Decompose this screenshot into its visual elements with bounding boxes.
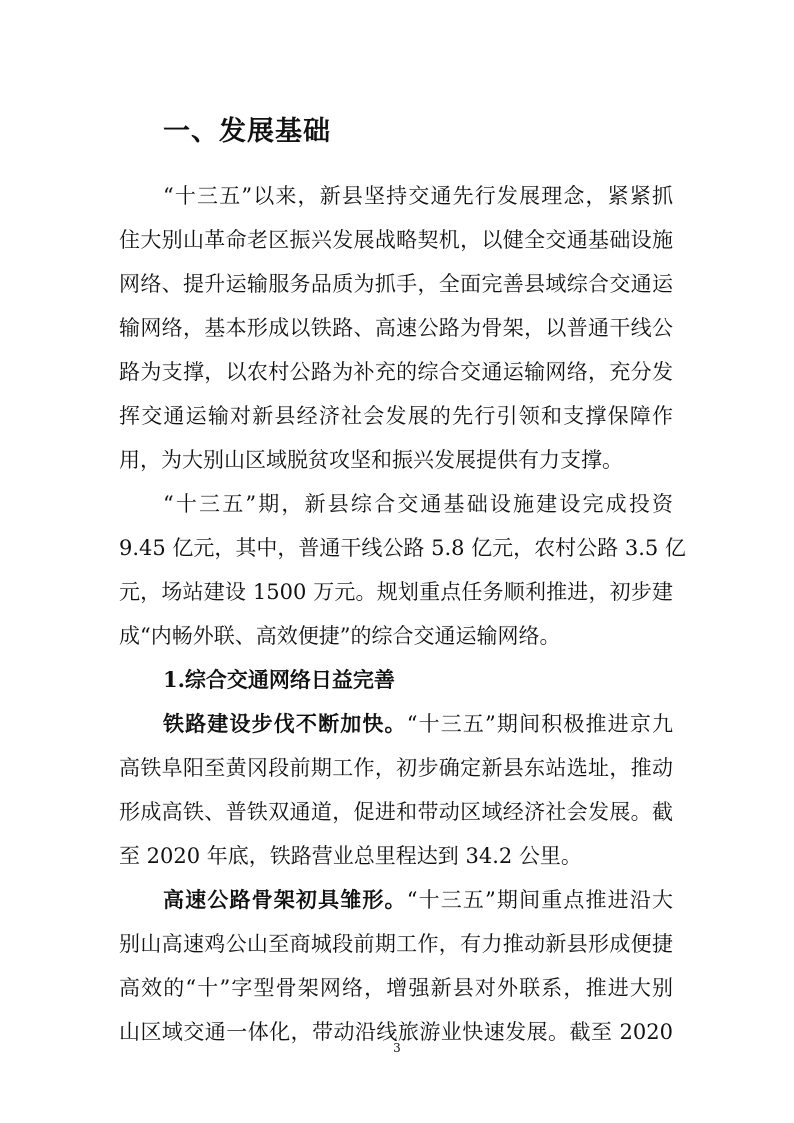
paragraph-line: 路为支撑，以农村公路为补充的综合交通运输网络，充分发: [119, 360, 673, 384]
railway-lead: 铁路建设步伐不断加快。: [163, 711, 407, 736]
paragraph-line: “十三五”期，新县综合交通基础设施建设完成投资: [163, 492, 673, 516]
paragraph-line: 高铁阜阳至黄冈段前期工作，初步确定新县东站选址，推动: [119, 756, 673, 780]
subsection-heading: 1.综合交通网络日益完善: [163, 667, 395, 692]
paragraph-line: 元，场站建设 1500 万元。规划重点任务顺利推进，初步建: [119, 580, 673, 604]
paragraph-line: 高效的“十”字型骨架网络，增强新县对外联系，推进大别: [119, 976, 673, 1000]
paragraph-line: 住大别山革命老区振兴发展战略契机，以健全交通基础设施: [119, 228, 673, 252]
paragraph-line: 9.45 亿元，其中，普通干线公路 5.8 亿元，农村公路 3.5 亿: [119, 536, 686, 560]
paragraph-line: 形成高铁、普铁双通道，促进和带动区域经济社会发展。截: [119, 800, 673, 824]
page-number: 3: [393, 1041, 401, 1055]
paragraph-line: 输网络，基本形成以铁路、高速公路为骨架，以普通干线公: [119, 316, 673, 340]
railway-paragraph-first-line: [163, 702, 673, 746]
highway-first-line-rest: “十三五”期间重点推进沿大: [406, 888, 673, 912]
paragraph-line: 挥交通运输对新县经济社会发展的先行引领和支撑保障作: [119, 404, 673, 428]
paragraph-line: “十三五”以来，新县坚持交通先行发展理念，紧紧抓: [163, 184, 673, 208]
railway-first-line-rest: “十三五”期间积极推进京九: [406, 712, 673, 736]
section-heading: 一、发展基础: [163, 116, 331, 147]
highway-lead: 高速公路骨架初具雏形。: [163, 887, 407, 912]
paragraph-line: 成“内畅外联、高效便捷”的综合交通运输网络。: [119, 624, 561, 648]
paragraph-line: 用，为大别山区域脱贫攻坚和振兴发展提供有力支撑。: [119, 448, 623, 472]
paragraph-line: 至 2020 年底，铁路营业总里程达到 34.2 公里。: [119, 844, 582, 868]
paragraph-line: 网络、提升运输服务品质为抓手，全面完善县域综合交通运: [119, 272, 673, 296]
highway-paragraph-first-line: [163, 878, 673, 922]
paragraph-line: 山区域交通一体化，带动沿线旅游业快速发展。截至 2020: [119, 1020, 673, 1044]
paragraph-line: 别山高速鸡公山至商城段前期工作，有力推动新县形成便捷: [119, 932, 673, 956]
